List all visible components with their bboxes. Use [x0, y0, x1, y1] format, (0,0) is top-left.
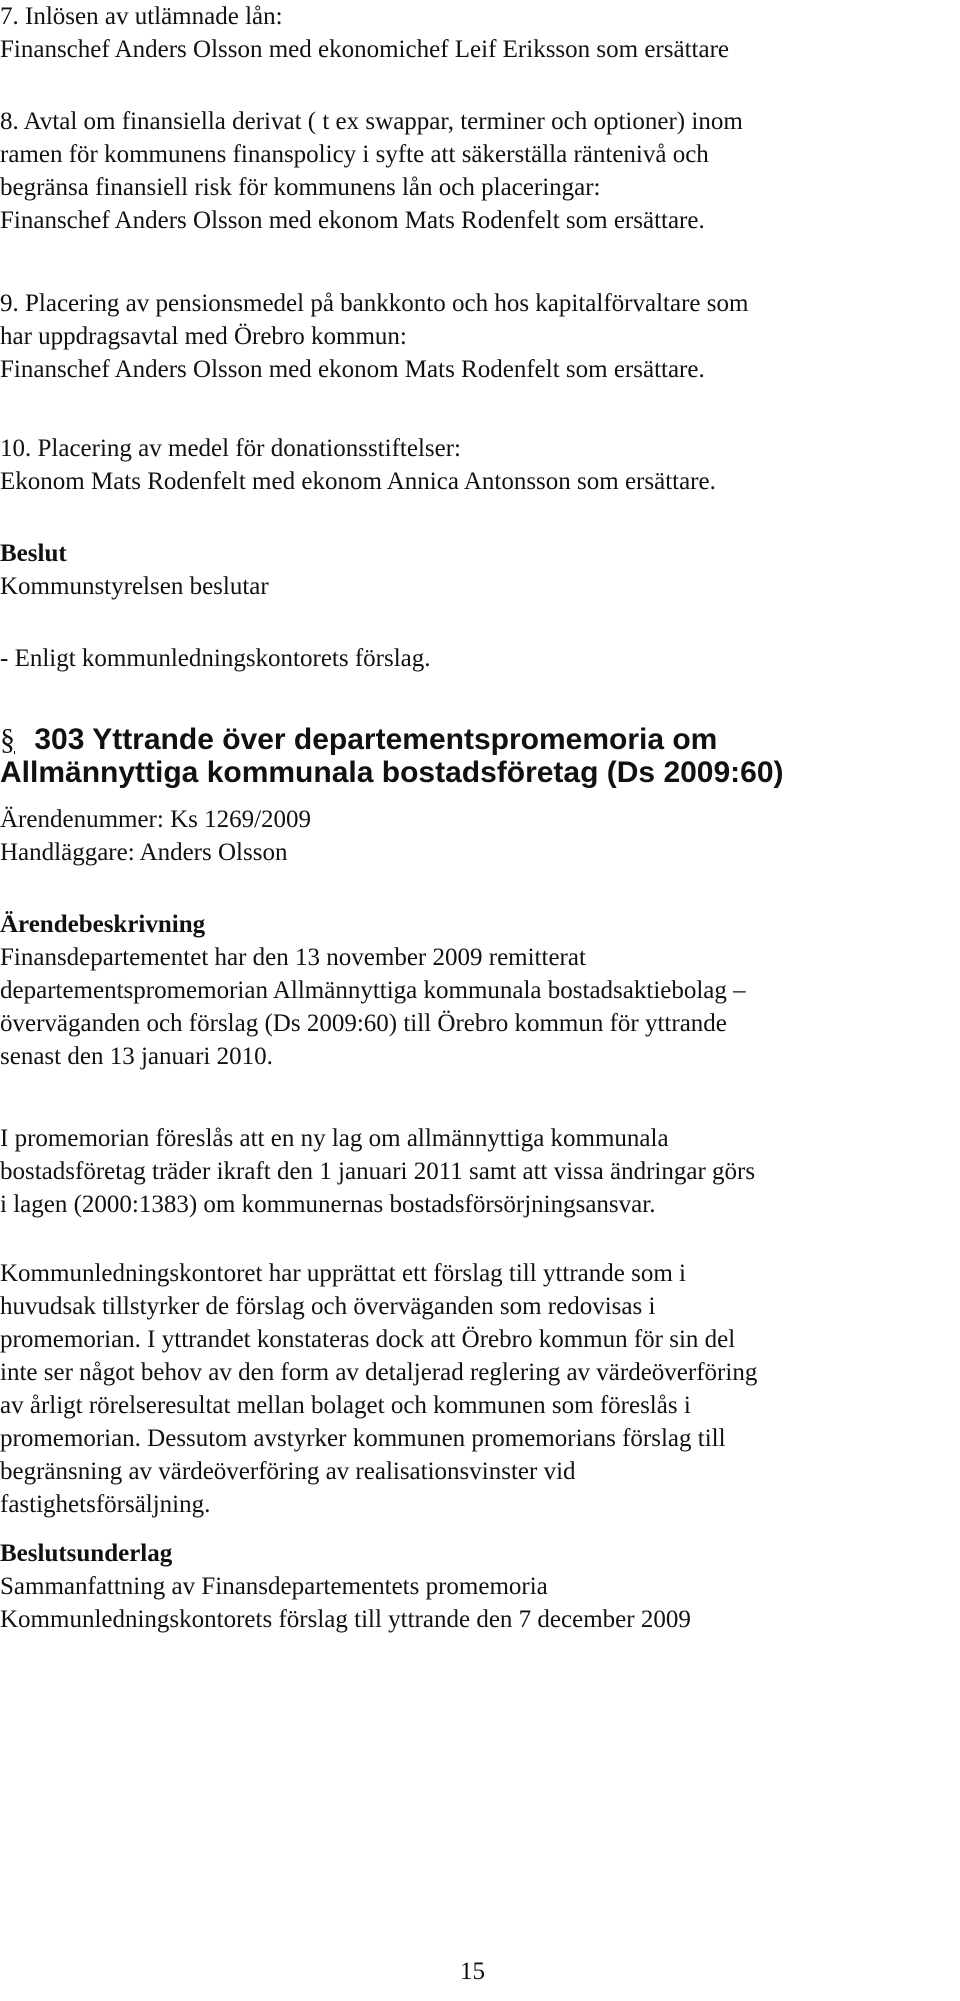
item-text-line: 10. Placering av medel för donationsstiftelser:	[0, 435, 461, 462]
description-heading: Ärendebeskrivning	[0, 911, 206, 938]
item-text-line: 8. Avtal om finansiella derivat ( t ex swappar, terminer och optioner) inom	[0, 108, 743, 135]
decision-basis	[0, 1537, 958, 1636]
description-line: departementspromemorian Allmännyttiga kommunala bostadsaktiebolag –	[0, 977, 746, 1004]
description-line: av årligt rörelseresultat mellan bolaget och kommunen som föreslås i	[0, 1392, 691, 1419]
description-line: begränsning av värdeöverföring av realisationsvinster vid	[0, 1458, 576, 1485]
decision-point-block	[0, 642, 958, 675]
case-description	[0, 908, 958, 1073]
decision-intro: Kommunstyrelsen beslutar	[0, 573, 269, 600]
item-assignment: Ekonom Mats Rodenfelt med ekonom Annica Antonsson som ersättare.	[0, 468, 716, 495]
item-heading: 7. Inlösen av utlämnade lån:	[0, 3, 283, 30]
description-line: fastighetsförsäljning.	[0, 1491, 211, 1518]
item-text-line: begränsa finansiell risk för kommunens lån och placeringar:	[0, 174, 601, 201]
decision-heading: Beslut	[0, 540, 67, 567]
basis-item: Kommunledningskontorets förslag till yttrande den 7 december 2009	[0, 1606, 691, 1633]
item-text-line: ramen för kommunens finanspolicy i syfte att säkerställa räntenivå och	[0, 141, 709, 168]
description-paragraph-3	[0, 1257, 958, 1521]
delegation-item-7	[0, 0, 958, 66]
case-title-line-1	[0, 723, 958, 756]
item-text-line: 9. Placering av pensionsmedel på bankkonto och hos kapitalförvaltare som	[0, 290, 749, 317]
item-assignment: Finanschef Anders Olsson med ekonom Mats Rodenfelt som ersättare.	[0, 356, 705, 383]
description-paragraph-2	[0, 1122, 958, 1221]
description-line: Finansdepartementet har den 13 november 2009 remitterat	[0, 944, 586, 971]
case-handler: Handläggare: Anders Olsson	[0, 839, 288, 866]
case-meta	[0, 803, 958, 869]
description-line: senast den 13 januari 2010.	[0, 1043, 273, 1070]
delegation-item-8	[0, 105, 958, 237]
delegation-item-10	[0, 432, 958, 498]
description-line: Kommunledningskontoret har upprättat ett förslag till yttrande som i	[0, 1260, 686, 1287]
case-303-title	[0, 723, 958, 789]
item-text-line: har uppdragsavtal med Örebro kommun:	[0, 323, 407, 350]
description-line: i lagen (2000:1383) om kommunernas bostadsförsörjningsansvar.	[0, 1191, 656, 1218]
item-assignment: Finanschef Anders Olsson med ekonomichef Leif Eriksson som ersättare	[0, 36, 729, 63]
description-line: promemorian. I yttrandet konstateras dock att Örebro kommun för sin del	[0, 1326, 736, 1353]
case-number: Ärendenummer: Ks 1269/2009	[0, 806, 312, 833]
paragraph-mark: §	[0, 723, 15, 756]
description-line: bostadsföretag träder ikraft den 1 januari 2011 samt att vissa ändringar görs	[0, 1158, 756, 1185]
case-title-line-2: Allmännyttiga kommunala bostadsföretag (Ds 2009:60)	[0, 756, 784, 789]
description-line: promemorian. Dessutom avstyrker kommunen promemorians förslag till	[0, 1425, 726, 1452]
item-assignment: Finanschef Anders Olsson med ekonom Mats Rodenfelt som ersättare.	[0, 207, 705, 234]
description-line: huvudsak tillstyrker de förslag och överväganden som redovisas i	[0, 1293, 656, 1320]
case-title-text: 303 Yttrande över departementspromemoria om	[34, 723, 718, 756]
description-line: I promemorian föreslås att en ny lag om allmännyttiga kommunala	[0, 1125, 669, 1152]
description-line: överväganden och förslag (Ds 2009:60) till Örebro kommun för yttrande	[0, 1010, 727, 1037]
description-line: inte ser något behov av den form av detaljerad reglering av värdeöverföring	[0, 1359, 758, 1386]
page-number: 15	[460, 1958, 485, 1985]
delegation-item-9	[0, 287, 958, 386]
decision-point: - Enligt kommunledningskontorets förslag.	[0, 645, 431, 672]
basis-item: Sammanfattning av Finansdepartementets promemoria	[0, 1573, 548, 1600]
decision-section	[0, 537, 958, 603]
basis-heading: Beslutsunderlag	[0, 1540, 173, 1567]
